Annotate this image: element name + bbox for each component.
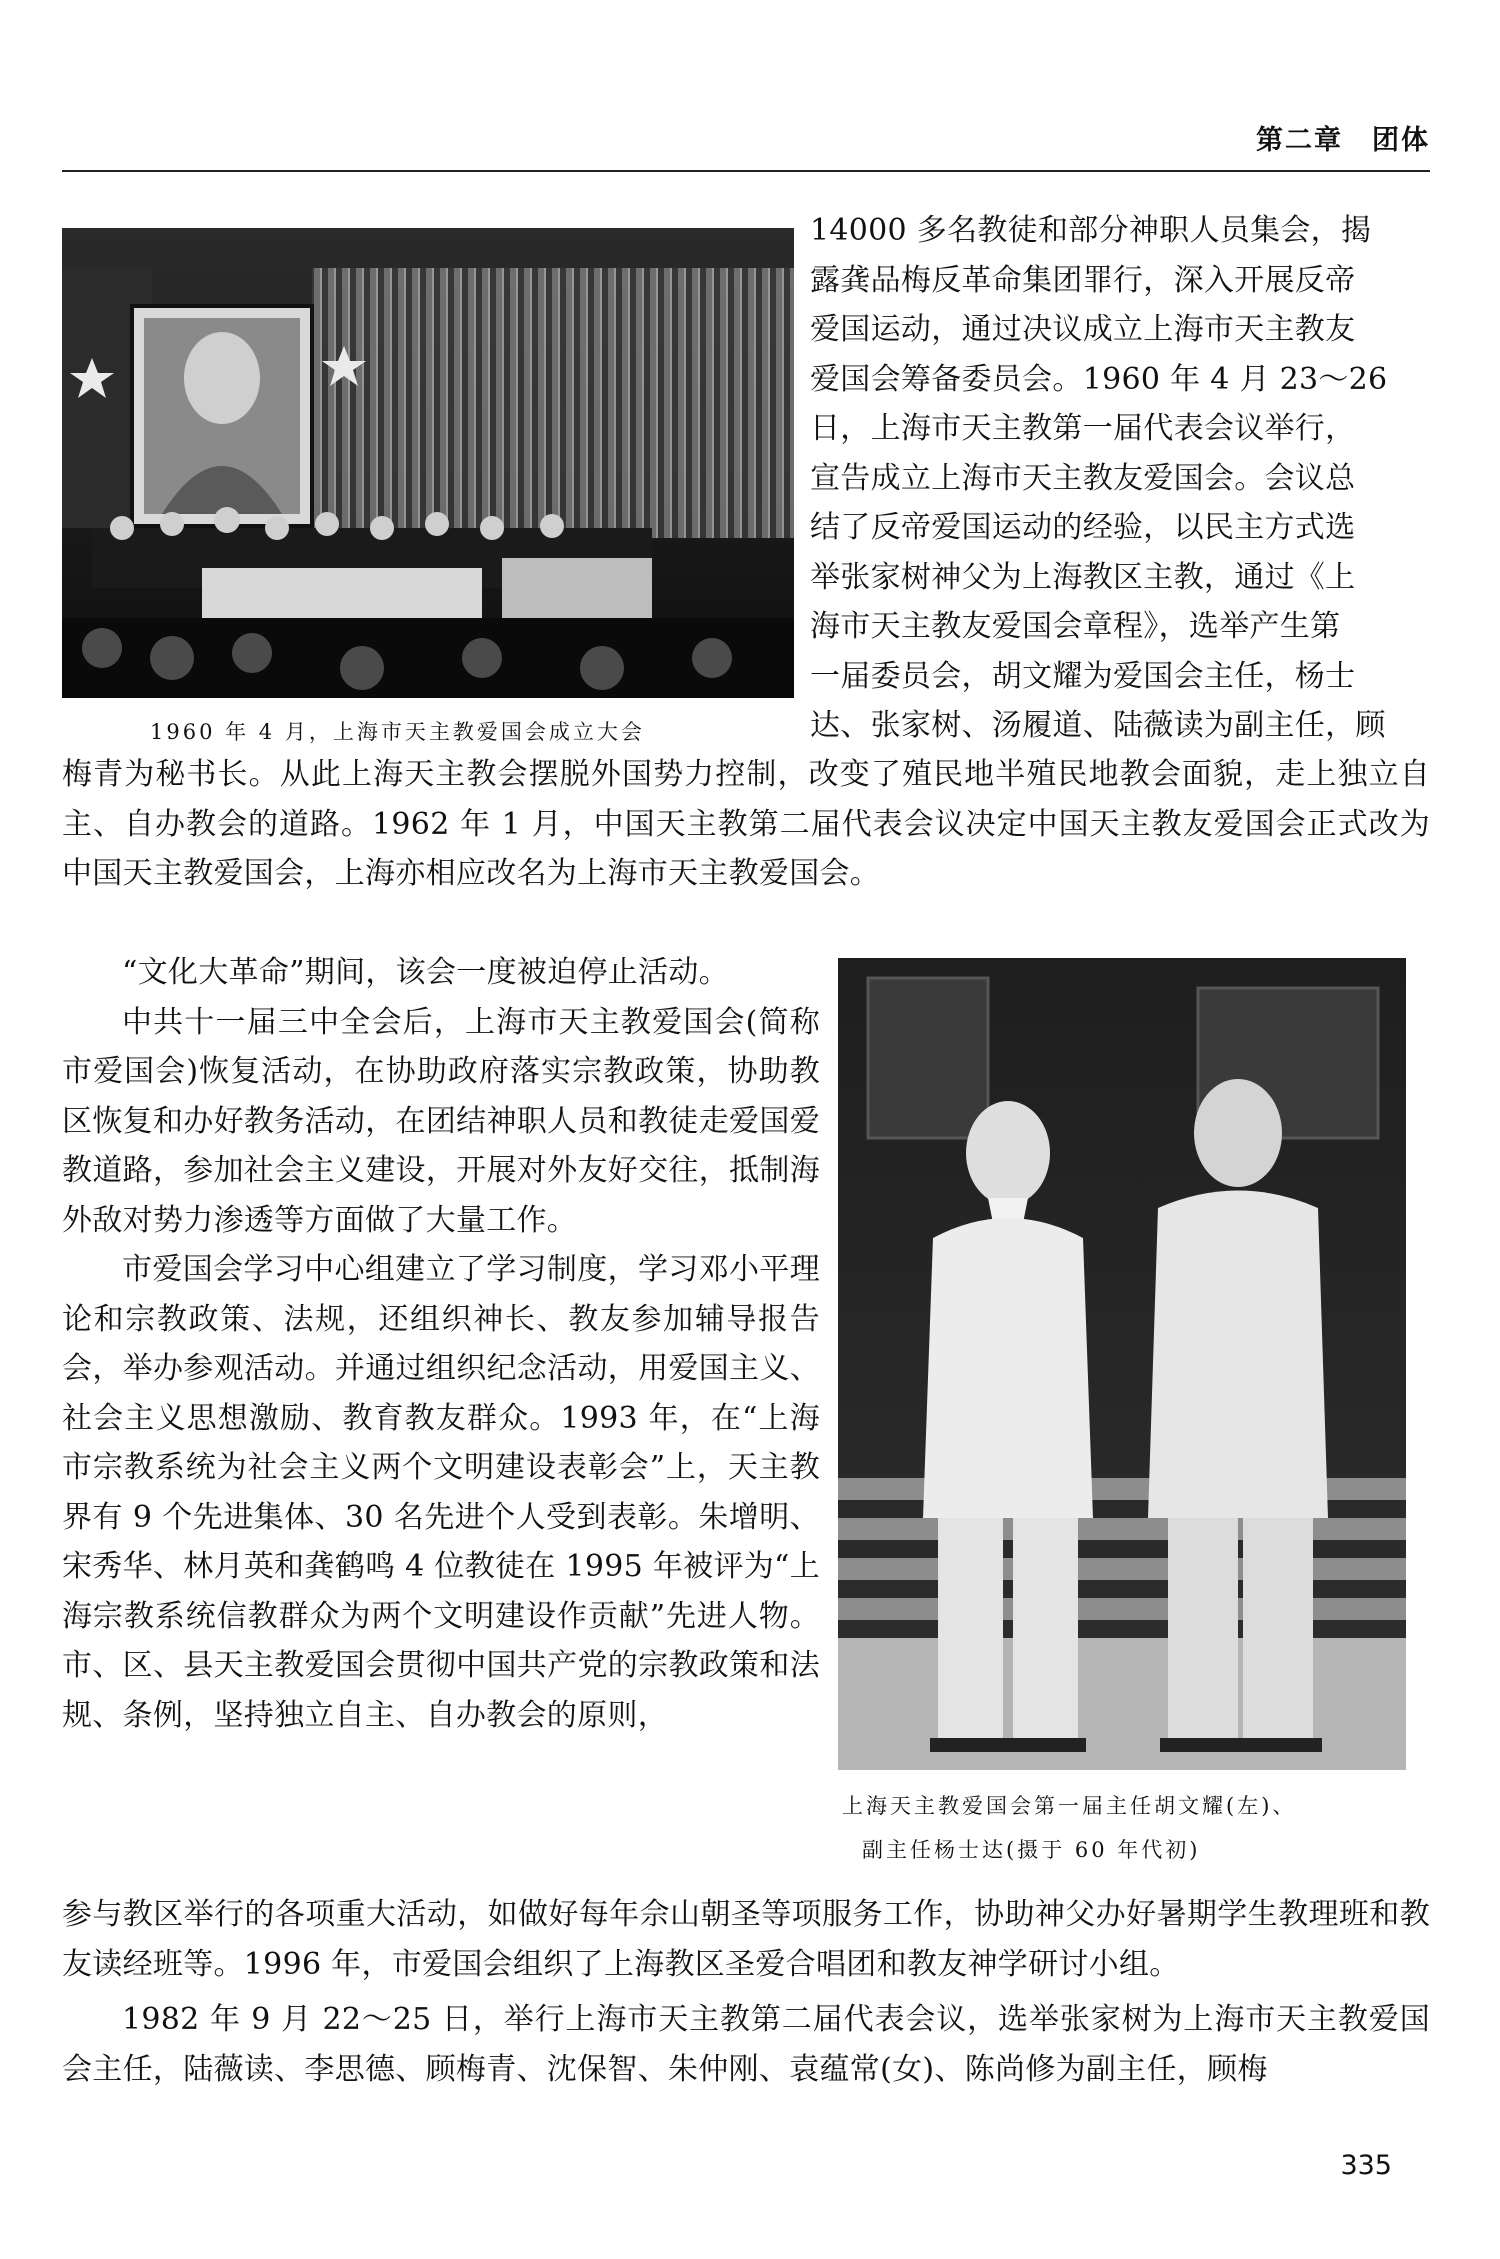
chapter-header: 第二章 团体 — [1256, 125, 1430, 156]
intro-line: 达、张家树、汤履道、陆薇读为副主任，顾 — [810, 708, 1386, 743]
founding-congress-image — [62, 228, 794, 698]
intro-line: 露龚品梅反革命集团罪行，深入开展反帝 — [810, 262, 1356, 298]
intro-line: 举张家树神父为上海教区主教，通过《上 — [810, 559, 1356, 595]
paragraph-1-continued — [62, 750, 1430, 899]
intro-column — [810, 206, 1430, 751]
paragraph-4: 市爱国会学习中心组建立了学习制度，学习邓小平理论和宗教政策、法规，还组织神长、教友参加辅导报告会，举办参观活动。并通过组织纪念活动，用爱国主义、社会主义思想激励、教育教友群众。1993 年，在“上海市宗教系统为社会主义两个文明建设表彰会”上，天主教界有 9 个先进集体、30 名先进个人受到表彰。朱增明、宋秀华、林月英和龚鹤鸣 4 位教徒在 1995 年被评为“上海宗教系统信教群众为两个文明建设作贡献”先进人物。市、区、县天主教爱国会贯彻中国共产党的宗教政策和法规、条例，坚持独立自主、自办教会的原则， — [62, 1252, 820, 1733]
intro-line: 日，上海市天主教第一届代表会议举行， — [810, 411, 1356, 446]
paragraph-3: 中共十一届三中全会后，上海市天主教爱国会(简称市爱国会)恢复活动，在协助政府落实宗教政策，协助教区恢复和办好教务活动，在团结神职人员和教徒走爱国爱教道路，参加社会主义建设，开展对外友好交往，抵制海外敌对势力渗透等方面做了大量工作。 — [62, 1004, 820, 1238]
header-rule — [62, 170, 1430, 172]
paragraph-5: 1982 年 9 月 22～25 日，举行上海市天主教第二届代表会议，选举张家树为上海市天主教爱国会主任，陆薇读、李思德、顾梅青、沈保智、朱仲刚、袁蕴常(女)、陈尚修为副主任，顾梅 — [62, 2002, 1430, 2087]
photo2-caption-line: 副主任杨士达(摄于 60 年代初) — [862, 1838, 1201, 1862]
photo2-caption-line: 上海天主教爱国会第一届主任胡文耀(左)、 — [842, 1794, 1297, 1818]
intro-line: 14000 多名教徒和部分神职人员集会，揭 — [810, 213, 1372, 248]
page-number: 335 — [1340, 2150, 1392, 2181]
intro-line: 爱国运动，通过决议成立上海市天主教友 — [810, 312, 1356, 347]
intro-line: 结了反帝爱国运动的经验，以民主方式选 — [810, 510, 1356, 545]
photo2-caption — [842, 1784, 1432, 1872]
intro-line: 宣告成立上海市天主教友爱国会。会议总 — [810, 460, 1356, 496]
paragraph-2: “文化大革命”期间，该会一度被迫停止活动。 — [122, 955, 729, 990]
left-column — [62, 948, 820, 1740]
photo-chairmen — [838, 958, 1406, 1770]
photo1-caption: 1960 年 4 月，上海市天主教爱国会成立大会 — [150, 720, 645, 744]
intro-line: 海市天主教友爱国会章程》，选举产生第 — [810, 609, 1341, 644]
paragraph-text: 梅青为秘书长。从此上海天主教会摆脱外国势力控制，改变了殖民地半殖民地教会面貌，走上独立自主、自办教会的道路。1962 年 1 月，中国天主教第二届代表会议决定中国天主教友爱国会正式改为中国天主教爱国会，上海亦相应改名为上海市天主教爱国会。 — [62, 757, 1430, 891]
photo-founding-congress — [62, 228, 794, 698]
intro-line: 爱国会筹备委员会。1960 年 4 月 23～26 — [810, 361, 1388, 397]
intro-line: 一届委员会，胡文耀为爱国会主任，杨士 — [810, 658, 1356, 694]
chairmen-image — [838, 958, 1406, 1770]
paragraph-4-continued: 参与教区举行的各项重大活动，如做好每年佘山朝圣等项服务工作，协助神父办好暑期学生教理班和教友读经班等。1996 年，市爱国会组织了上海教区圣爱合唱团和教友神学研讨小组。 — [62, 1897, 1430, 1982]
bottom-text — [62, 1890, 1430, 2094]
